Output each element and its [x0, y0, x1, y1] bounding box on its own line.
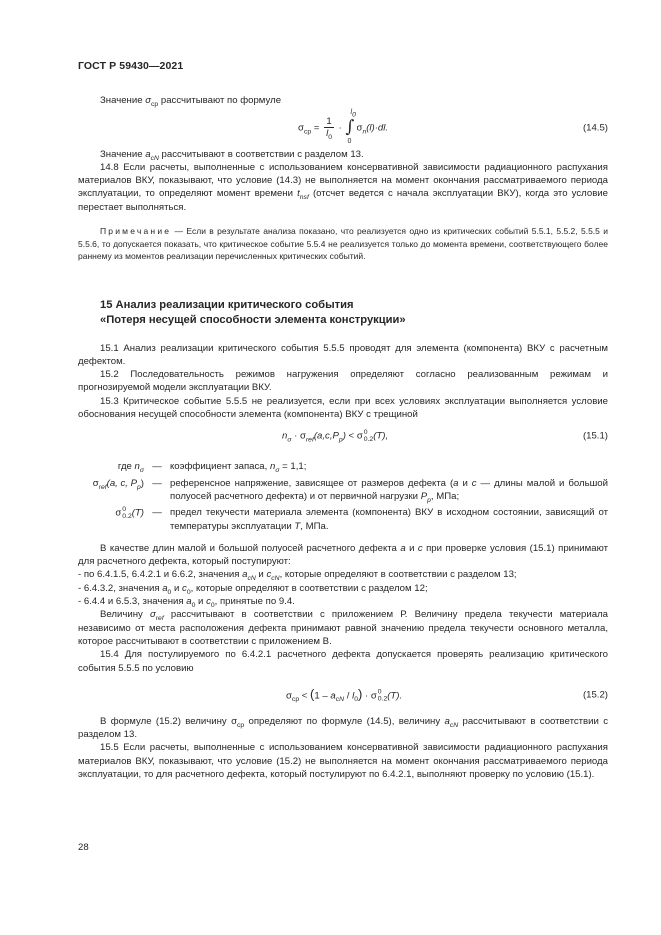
list-item: - 6.4.3.2, значения $a_0$ и $c_0$, которые определяют в соответствии с разделом 12;	[78, 582, 428, 596]
integral-sign: ∫ $l_0$ 0	[345, 108, 356, 145]
formula-number: (15.2)	[582, 689, 608, 701]
paragraph-15-4: 15.4 Для постулируемого по 6.4.2.1 расчетного дефекта допускается проверять реализацию критического события 5.5.5 по условию	[78, 649, 608, 674]
note-paragraph: Примечание — Если в результате анализа показано, что реализуется одно из критических событий 5.5.1, 5.5.2, 5.5.5 и 5.5.6, то допускается показать, что критическое событие 5.5.4 не реализуется только до момента времени, соответствующего более раннему из моментов реализации перечисленных критических событий.	[78, 226, 608, 262]
paragraph-15-2: 15.2 Последовательность режимов нагружения определяют согласно реализованным режимам и прогнозируемой модели эксплуатации ВКУ.	[78, 369, 608, 394]
def-text: предел текучести материала элемента (компонента) ВКУ в исходном состоянии, зависящий от температуры эксплуатации T, МПа.	[170, 507, 608, 532]
paragraph-formula-15-2-note: В формуле (15.2) величину $\sigma_{ср}$ определяют по формуле (14.5), величину $a_{cN}$ рассчитывают в соответствии с разделом 13.	[78, 715, 609, 741]
def-term: σ 0 0.2 (T)	[115, 506, 144, 521]
paragraph-a-cn: Значение $a_{cN}$ рассчитывают в соответствии с разделом 13.	[100, 148, 364, 162]
document-header: ГОСТ Р 59430—2021	[78, 60, 184, 72]
section-heading-15: 15 Анализ реализации критического события «Потеря несущей способности элемента конструкции»	[100, 298, 406, 327]
def-term: где $n_\sigma$	[117, 461, 144, 475]
list-item: - 6.4.4 и 6.5.3, значения $a_0$ и $c_0$, принятые по 9.4.	[78, 596, 295, 609]
formula-number: (14.5)	[582, 121, 608, 133]
def-text: референсное напряжение, зависящее от размеров дефекта (a и c — длины малой и большой полуосей расчетного дефекта) и от первичной нагрузки $P_p$, МПа;	[170, 477, 608, 504]
paragraph-15-1: 15.1 Анализ реализации критического события 5.5.5 проводят для элемента (компонента) ВКУ с расчетным дефектом.	[78, 342, 608, 367]
formula-15-2: $\sigma_{ср} < (1 - a_{cN} / l_0) \cdot \sigma$ 0 0.2 (T). (15.2)	[286, 686, 608, 703]
paragraph-15-3: 15.3 Критическое событие 5.5.5 не реализуется, если при всех условиях эксплуатации выполняется условие обоснования несущей способности элемента (компонента) ВКУ с трещиной	[78, 395, 608, 421]
def-text: коэффициент запаса, $n_\sigma = 1,1$;	[170, 461, 307, 475]
defect-list	[78, 568, 608, 608]
page-number: 28	[78, 842, 89, 853]
paragraph-sigma-ref: Величину $\sigma_{ref}$ рассчитывают в соответствии с приложением Р. Величину предела текучести материала независимо от места расположения дефекта принимают равной значению предела текучести основного металла, которое рассчитывают в соответствии с приложением В.	[78, 609, 609, 647]
formula-number: (15.1)	[582, 430, 608, 442]
formula-14-5: $\sigma_{ср}$ = $\frac{1}{l_0}$ · ∫ $l_0$ 0 $\sigma_n(l)\cdot dl$. (14.5)	[298, 108, 608, 145]
paragraph-14-8: 14.8 Если расчеты, выполненные с использованием консервативной зависимости радиационного распухания материалов ВКУ, показывают, что условие (14.3) не выполняется на момент окончания рассматриваемого периода эксплуатации, то определяют момент времени $t_{nsf}$ (отсчет ведется с начала эксплуатации ВКУ), когда это условие перестает выполняться.	[78, 161, 608, 213]
paragraph-defect-lengths: В качестве длин малой и большой полуосей расчетного дефекта a и c при проверке условия (15.1) принимают для расчетного дефекта, который поступируют:	[78, 542, 608, 568]
paragraph-sigma-cp-intro: Значение $\sigma_{ср}$ рассчитывают по формуле	[100, 95, 282, 109]
list-item: - по 6.4.1.5, 6.4.2.1 и 6.6.2, значения $a_{cN}$ и $c_{cN}$, которые определяют в соответствии с разделом 13;	[78, 569, 517, 583]
definitions-table: где $n_\sigma$ — коэффициент запаса, $n_\sigma = 1,1$; $\sigma_{ref}(a$, c, $P_p$) — референсное напряжение, зависящее от размеров дефекта (a и c — длины малой и большой полуосей расчетного дефекта) и от первичной нагрузки $P_p$, МПа; σ 0 0.2 (T) — предел текучести материала элемента (компонента) ВКУ в исходном состоянии, зависящий от температуры эксплуатации T, МПа.	[78, 459, 608, 532]
paragraph-15-5: 15.5 Если расчеты, выполненные с использованием консервативной зависимости радиационного распухания материалов ВКУ, показывают, что условие (15.2) не выполняется на момент окончания рассматриваемого периода эксплуатации, то для расчетного дефекта, который постулируют по 6.4.2.1, выполняют проверку по условию (15.1).	[78, 742, 608, 780]
formula-15-1: $n_\sigma \cdot \sigma_{ref}(a,c,P_p) < \sigma$ 0 0.2 (T), (15.1)	[282, 429, 608, 444]
def-term: $\sigma_{ref}(a$, c, $P_p$)	[92, 477, 144, 491]
